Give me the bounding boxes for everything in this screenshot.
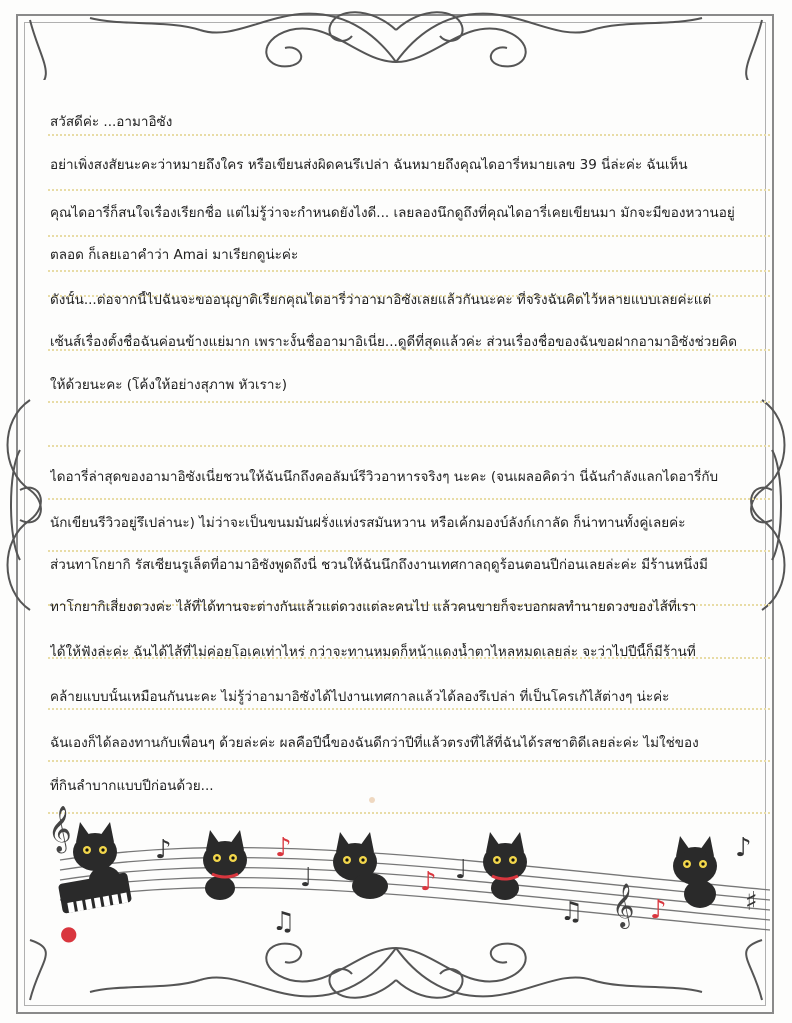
music-note-icon: ♪ bbox=[420, 867, 437, 897]
paw-print-icon bbox=[369, 797, 375, 803]
ruled-line bbox=[48, 760, 770, 762]
letter-line: ที่กินลำบากแบบปีก่อนด้วย... bbox=[50, 778, 214, 794]
ruled-line bbox=[48, 270, 770, 272]
treble-clef-icon: 𝄞 bbox=[612, 883, 635, 927]
letter-line: ตลอด ก็เลยเอาคำว่า Amai มาเรียกดูน่ะค่ะ bbox=[50, 247, 299, 263]
music-note-icon: ♪ bbox=[735, 833, 752, 863]
ruled-line bbox=[48, 401, 770, 403]
ruled-line bbox=[48, 235, 770, 237]
greeting: สวัสดีค่ะ ...อามาอิซัง bbox=[50, 114, 173, 130]
letter-line: อย่าเพิ่งสงสัยนะคะว่าหมายถึงใคร หรือเขียนส่งผิดคนรึเปล่า ฉันหมายถึงคุณไดอารี่หมายเลข 39 นี่ล่ะค่ะ ฉันเห็น bbox=[50, 157, 688, 173]
letter-line: ให้ด้วยนะคะ (โค้งให้อย่างสุภาพ หัวเราะ) bbox=[50, 377, 287, 393]
ruled-line bbox=[48, 550, 770, 552]
letter-line: ส่วนทาโกยากิ รัสเซียนรูเล็ตที่อามาอิซังพูดถึงนี่ ชวนให้ฉันนึกถึงงานเทศกาลฤดูร้อนตอนปีก่อนเลยล่ะค่ะ มีร้านหนึ่งมี bbox=[50, 557, 708, 573]
letter-line: ทาโกยากิเสี่ยงดวงค่ะ ไส้ที่ได้ทานจะต่างกันแล้วแต่ดวงแต่ละคนไป แล้วคนขายก็จะบอกผลทำนายดวงของไส้ที่เรา bbox=[50, 599, 697, 615]
ruled-line bbox=[48, 134, 770, 136]
music-note-icon: ♩ bbox=[300, 863, 313, 893]
letter-line: คุณไดอารี่ก็สนใจเรื่องเรียกชื่อ แต่ไม่รู้ว่าจะกำหนดยังไงดี... เลยลองนึกดูถึงที่คุณไดอารี่เคยเขียนมา มักจะมีของหวานอยู่ bbox=[50, 205, 735, 221]
letter-line: นักเขียนรีวิวอยู่รึเปล่านะ) ไม่ว่าจะเป็นขนมมันฝรั่งแห่งรสมันหวาน หรือเค้กมองบ์ลังก์เกาลัด ก็น่าทานทั้งคู่เลยค่ะ bbox=[50, 515, 686, 531]
ruled-line bbox=[48, 189, 770, 191]
cat-icon bbox=[203, 830, 247, 900]
right-flourish-ornament bbox=[732, 390, 792, 620]
letter-line: ไดอารี่ล่าสุดของอามาอิซังเนี่ยชวนให้ฉันนึกถึงคอลัมน์รีวิวอาหารจริงๆ นะคะ (จนเผลอคิดว่า นี่ฉันกำลังแลกไดอารี่กับ bbox=[50, 469, 719, 485]
letter-line: ดังนั้น...ต่อจากนี้ไปฉันจะขออนุญาติเรียกคุณไดอารี่ว่าอามาอิซังเลยแล้วกันนะคะ ที่จริงฉันคิดไว้หลายแบบเลยค่ะแต่ bbox=[50, 292, 712, 308]
bottom-flourish-ornament bbox=[0, 930, 792, 1023]
music-note-icon: ♯ bbox=[745, 887, 758, 917]
left-flourish-ornament bbox=[0, 390, 60, 620]
letter-line: เซ้นส์เรื่องตั้งชื่อฉันค่อนข้างแย่มาก เพราะงั้นชื่ออามาอิเนี่ย...ดูดีที่สุดแล้วค่ะ ส่วนเรื่องชื่อของฉันขอฝากอามาอิซังช่วยคิด bbox=[50, 334, 738, 350]
cat-icon bbox=[673, 836, 717, 908]
music-note-icon: ♪ bbox=[155, 835, 172, 865]
letter-line: คล้ายแบบนั้นเหมือนกันนะคะ ไม่รู้ว่าอามาอิซังได้ไปงานเทศกาลแล้วได้ลองรึเปล่า ที่เป็นโครเก้ไส้ต่างๆ น่ะค่ะ bbox=[50, 689, 670, 705]
music-note-icon: ♪ bbox=[275, 833, 292, 863]
treble-clef-icon: 𝄞 bbox=[48, 806, 72, 852]
music-note-icon: ♫ bbox=[272, 907, 296, 937]
cat-icon bbox=[333, 832, 388, 899]
ruled-line bbox=[48, 445, 770, 447]
music-note-icon: ♫ bbox=[560, 897, 584, 927]
cat-icon bbox=[483, 832, 527, 900]
ruled-line bbox=[48, 708, 770, 710]
letter-line: ได้ให้ฟังล่ะค่ะ ฉันได้ไส้ที่ไม่ค่อยโอเคเท่าไหร่ กว่าจะทานหมดก็หน้าแดงน้ำตาไหลหมดเลยล่ะ จะว่าไปปีนี้ก็มีร้านที่ bbox=[50, 644, 696, 660]
top-flourish-ornament bbox=[0, 0, 792, 80]
music-note-icon: ♪ bbox=[650, 895, 667, 925]
music-note-icon: ♩ bbox=[455, 855, 468, 885]
ruled-line bbox=[48, 498, 770, 500]
letter-line: ฉันเองก็ได้ลองทานกับเพื่อนๆ ด้วยล่ะค่ะ ผลคือปีนี้ของฉันดีกว่าปีที่แล้วตรงที่ไส้ที่ฉันได้รสชาติดีเลยล่ะค่ะ ไม่ใช่ของ bbox=[50, 735, 699, 751]
music-note-icon: ● bbox=[60, 921, 78, 945]
